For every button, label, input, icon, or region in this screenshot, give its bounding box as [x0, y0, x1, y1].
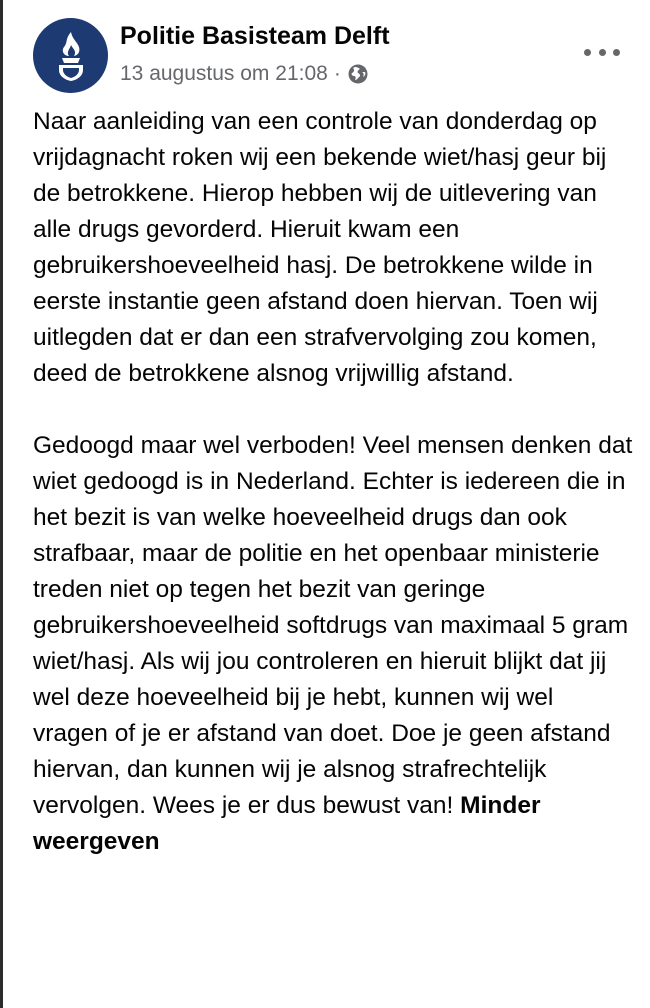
more-dot [613, 49, 620, 56]
see-less-button[interactable]: Minder weergeven [33, 792, 541, 855]
globe-icon[interactable] [347, 63, 369, 85]
post-paragraph-2 [33, 428, 633, 860]
post-header [33, 18, 620, 98]
meta-separator: · [333, 62, 341, 85]
police-logo-icon [48, 30, 94, 82]
page-name-link[interactable]: Politie Basisteam Delft [120, 22, 390, 50]
more-dot [599, 49, 606, 56]
post-timestamp[interactable]: 13 augustus om 21:08 [120, 62, 328, 85]
post-paragraph-2-text: Gedoogd maar wel verboden! Veel mensen denken dat wiet gedoogd is in Nederland. Echter is iedereen die in het bezit is van welke hoeveelheid drugs dan ook strafbaar, maar de politie en het openbaar ministerie treden niet op tegen het bezit van geringe gebruikershoeveelheid softdrugs van maximaal 5 gram wiet/hasj. Als wij jou controleren en hieruit blijkt dat jij wel deze hoeveelheid bij je hebt, kunnen wij wel vragen of je er afstand van doet. Doe je geen afstand hiervan, dan kunnen wij je alsnog strafrechtelijk vervolgen. Wees je er dus bewust van! [33, 432, 633, 819]
more-dot [584, 49, 591, 56]
more-horizontal-icon[interactable] [584, 40, 620, 64]
post-body [33, 104, 633, 860]
page-avatar[interactable] [33, 18, 108, 93]
post-meta [120, 62, 369, 86]
post-paragraph-1: Naar aanleiding van een controle van donderdag op vrijdagnacht roken wij een bekende wiet/hasj geur bij de betrokkene. Hierop hebben wij de uitlevering van alle drugs gevorderd. Hieruit kwam een gebruikershoeveelheid hasj. De betrokkene wilde in eerste instantie geen afstand doen hiervan. Toen wij uitlegden dat er dan een strafvervolging zou komen, deed de betrokkene alsnog vrijwillig afstand. [33, 108, 607, 387]
